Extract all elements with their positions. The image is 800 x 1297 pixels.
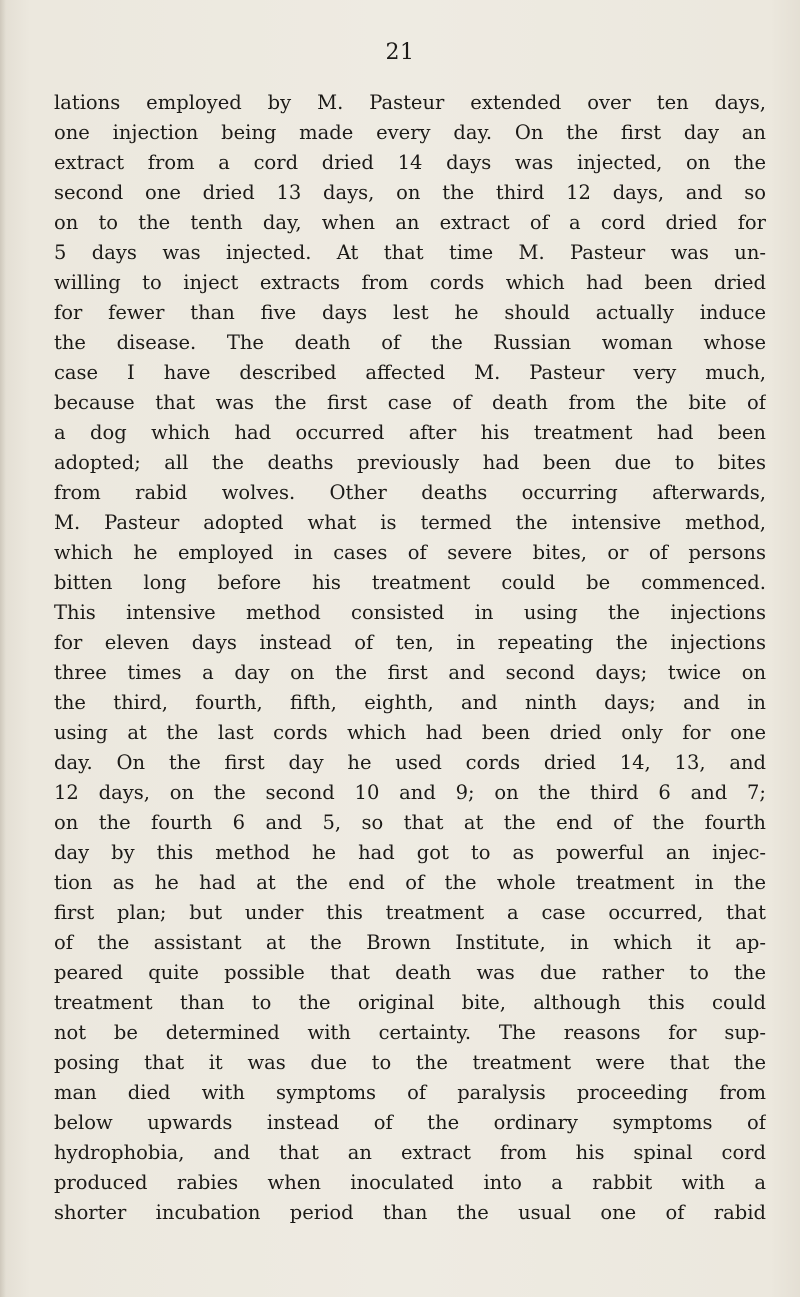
text-line: not be determined with certainty. The reasons for sup- <box>54 1021 766 1044</box>
text-line: lations employed by M. Pasteur extended over ten days, <box>54 91 766 114</box>
text-line: which he employed in cases of severe bites, or of persons <box>54 541 766 564</box>
text-line: M. Pasteur adopted what is termed the intensive method, <box>54 511 766 534</box>
text-line: three times a day on the first and second days; twice on <box>54 661 766 684</box>
text-line: on to the tenth day, when an extract of a cord dried for <box>54 211 766 234</box>
text-line: on the fourth 6 and 5, so that at the end of the fourth <box>54 811 766 834</box>
text-line: first plan; but under this treatment a case occurred, that <box>54 901 766 924</box>
text-line: the third, fourth, fifth, eighth, and ninth days; and in <box>54 691 766 714</box>
text-line: This intensive method consisted in using the injections <box>54 601 766 624</box>
text-line: second one dried 13 days, on the third 12 days, and so <box>54 181 766 204</box>
text-line: tion as he had at the end of the whole treatment in the <box>54 871 766 894</box>
text-line: of the assistant at the Brown Institute, in which it ap- <box>54 931 766 954</box>
text-line: case I have described affected M. Pasteur very much, <box>54 361 766 384</box>
text-line: from rabid wolves. Other deaths occurring afterwards, <box>54 481 766 504</box>
text-line: 12 days, on the second 10 and 9; on the third 6 and 7; <box>54 781 766 804</box>
text-line: below upwards instead of the ordinary symptoms of <box>54 1111 766 1134</box>
text-line: adopted; all the deaths previously had been due to bites <box>54 451 766 474</box>
text-line: willing to inject extracts from cords which had been dried <box>54 271 766 294</box>
text-line: extract from a cord dried 14 days was injected, on the <box>54 151 766 174</box>
text-line: a dog which had occurred after his treatment had been <box>54 421 766 444</box>
text-line: hydrophobia, and that an extract from his spinal cord <box>54 1141 766 1164</box>
page-gutter-shadow <box>0 0 6 1297</box>
text-line: produced rabies when inoculated into a rabbit with a <box>54 1171 766 1194</box>
text-line: for fewer than five days lest he should actually induce <box>54 301 766 324</box>
text-line: treatment than to the original bite, although this could <box>54 991 766 1014</box>
page-number: 21 <box>385 40 415 65</box>
text-line: because that was the first case of death from the bite of <box>54 391 766 414</box>
text-line: peared quite possible that death was due rather to the <box>54 961 766 984</box>
text-line: shorter incubation period than the usual one of rabid <box>54 1201 766 1224</box>
text-line: using at the last cords which had been dried only for one <box>54 721 766 744</box>
text-line: day. On the first day he used cords dried 14, 13, and <box>54 751 766 774</box>
text-line: for eleven days instead of ten, in repeating the injections <box>54 631 766 654</box>
text-line: the disease. The death of the Russian woman whose <box>54 331 766 354</box>
body-text <box>54 88 766 1228</box>
text-line: posing that it was due to the treatment were that the <box>54 1051 766 1074</box>
text-line: man died with symptoms of paralysis proceeding from <box>54 1081 766 1104</box>
text-line: 5 days was injected. At that time M. Pasteur was un- <box>54 241 766 264</box>
text-line: one injection being made every day. On the first day an <box>54 121 766 144</box>
text-line: bitten long before his treatment could be commenced. <box>54 571 766 594</box>
text-line: day by this method he had got to as powerful an injec- <box>54 841 766 864</box>
